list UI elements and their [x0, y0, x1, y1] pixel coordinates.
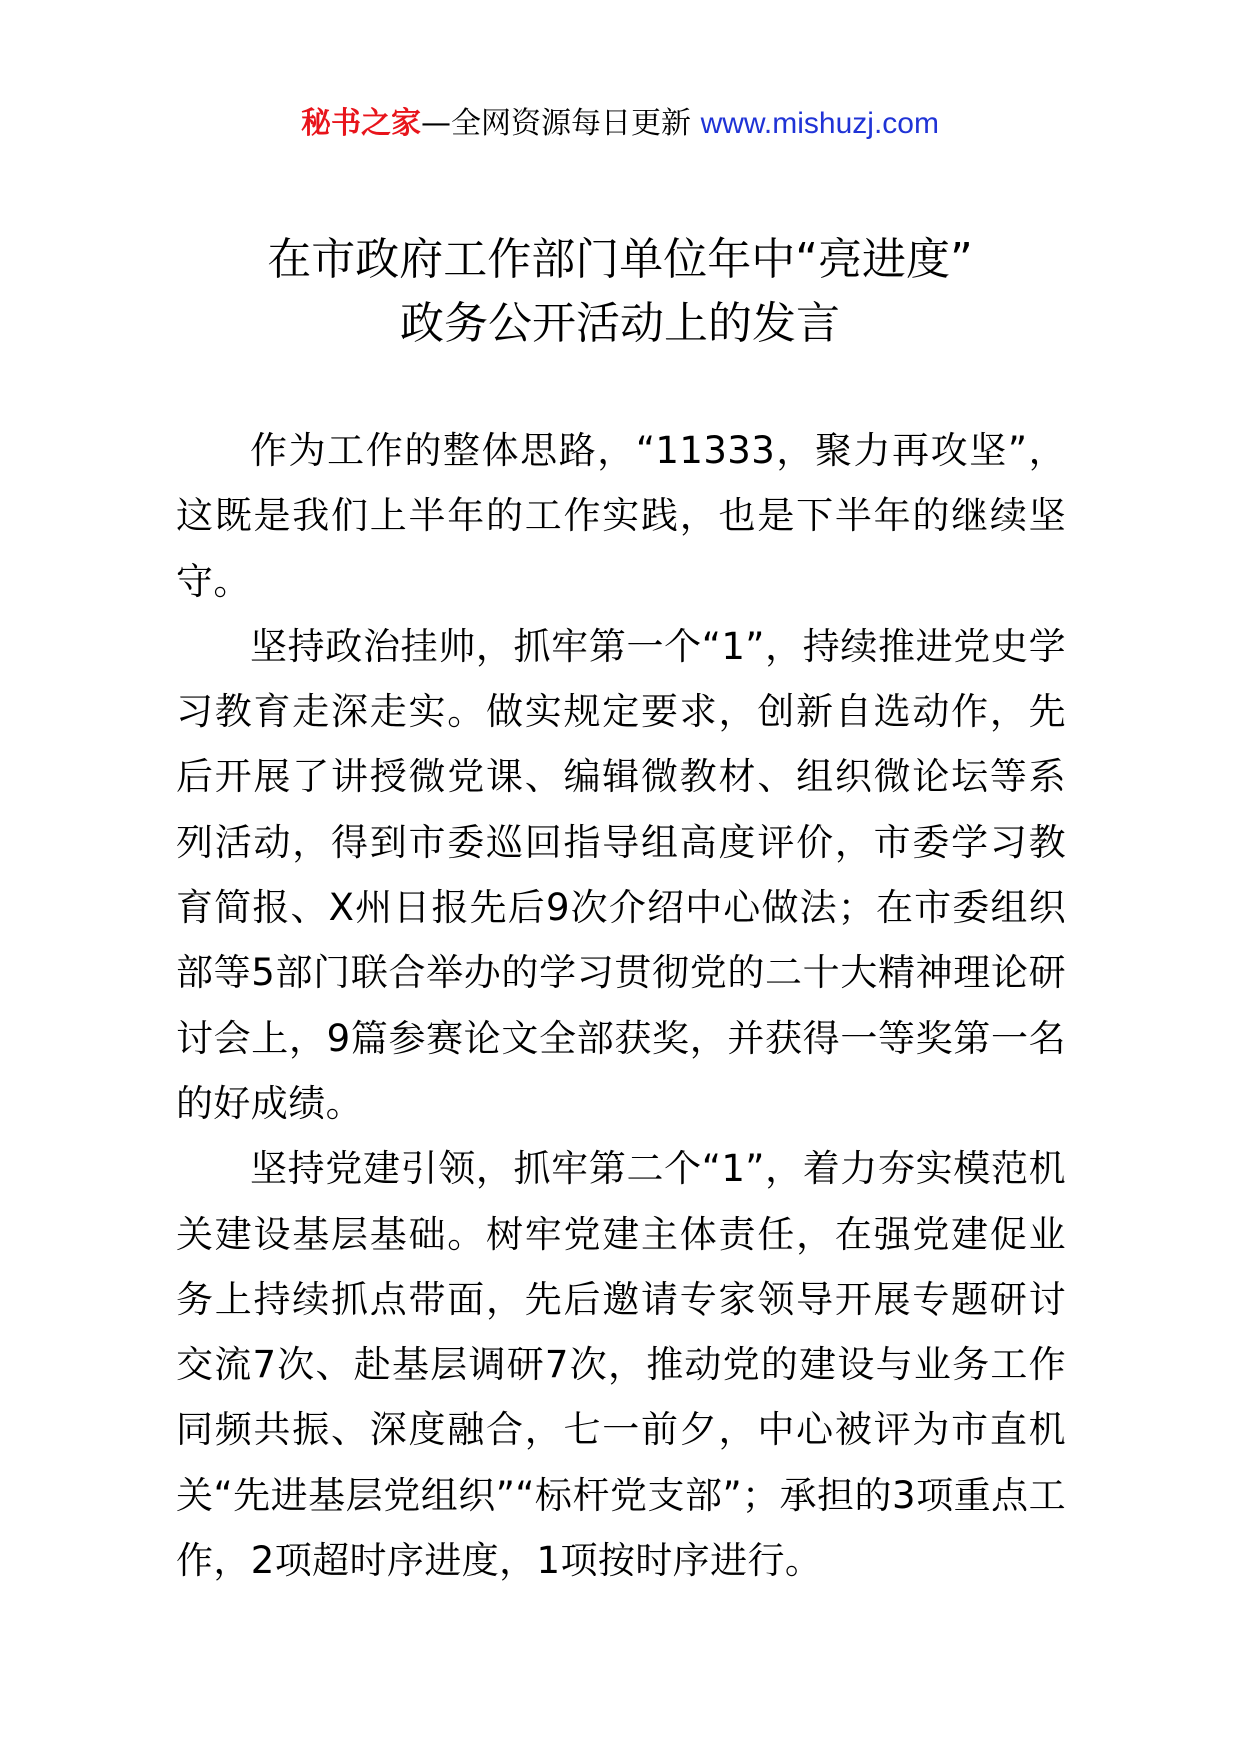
site-header: [0, 104, 1240, 144]
header-url-link[interactable]: www.mishuzj.com: [700, 107, 939, 140]
title-line-1: 在市政府工作部门单位年中“亮进度”: [267, 234, 973, 285]
document-title: [0, 228, 1240, 356]
paragraph-3: 坚持党建引领，抓牢第二个“1”，着力夯实模范机关建设基层基础。树牢党建主体责任，在强党建促业务上持续抓点带面，先后邀请专家领导开展专题研讨交流7次、赴基层调研7次，推动党的建设与业务工作同频共振、深度融合，七一前夕，中心被评为市直机关“先进基层党组织”“标杆党支部”；承担的3项重点工作，2项超时序进度，1项按时序进行。: [176, 1147, 1066, 1583]
header-slogan: —全网资源每日更新: [421, 106, 692, 141]
paragraph-1: 作为工作的整体思路，“11333，聚力再攻坚”，这既是我们上半年的工作实践，也是下半年的继续坚守。: [176, 429, 1066, 603]
document-body: [176, 418, 1066, 1593]
title-line-2: 政务公开活动上的发言: [400, 298, 840, 349]
header-brand: 秘书之家: [301, 106, 422, 141]
paragraph-2: 坚持政治挂帅，抓牢第一个“1”，持续推进党史学习教育走深走实。做实规定要求，创新自选动作，先后开展了讲授微党课、编辑微教材、组织微论坛等系列活动，得到市委巡回指导组高度评价，市委学习教育简报、X州日报先后9次介绍中心做法；在市委组织部等5部门联合举办的学习贯彻党的二十大精神理论研讨会上，9篇参赛论文全部获奖，并获得一等奖第一名的好成绩。: [176, 624, 1066, 1125]
